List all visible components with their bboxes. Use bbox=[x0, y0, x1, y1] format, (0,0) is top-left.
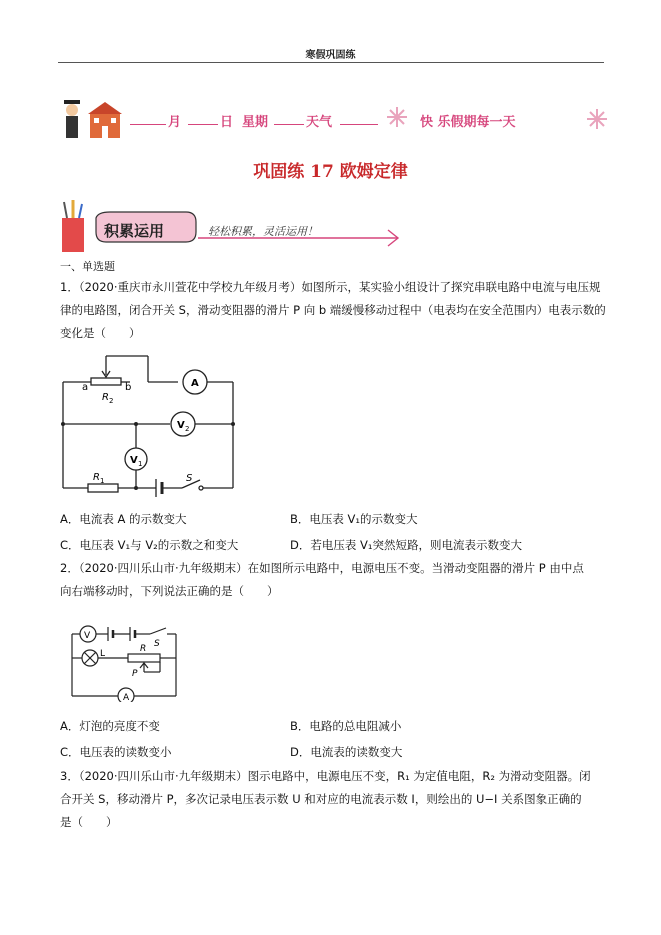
day-label: 日 bbox=[220, 115, 234, 130]
question-line: 1．（2020·重庆市永川萱花中学校九年级月考）如图所示，某实验小组设计了探究串联电路中电流与电压规 bbox=[60, 280, 601, 294]
question-line: 3．（2020·四川乐山市·九年级期末）图示电路中，电源电压不变，R₁ 为定值电阻，R₂ 为滑动变阻器。闭 bbox=[60, 769, 591, 783]
voltmeter-2-label: V bbox=[177, 420, 185, 431]
weather-label: 天气 bbox=[306, 115, 333, 130]
question-line: 合开关 S，移动滑片 P，多次记录电压表示数 U 和对应的电流表示数 I，则绘出的 U−I 关系图象正确的 bbox=[60, 792, 582, 806]
voltmeter-1-label: V bbox=[130, 455, 138, 466]
q1-option-c: C．电压表 V₁与 V₂的示数之和变大 bbox=[60, 538, 239, 552]
banner-subtitle: 轻松积累，灵活运用！ bbox=[208, 225, 318, 238]
page-header-title: 寒假巩固练 bbox=[305, 50, 356, 61]
question-line: 2．（2020·四川乐山市·九年级期末）在如图所示电路中，电源电压不变。当滑动变阻器的滑片 P 由中点 bbox=[60, 561, 584, 575]
voltmeter-label: V bbox=[84, 631, 91, 641]
circuit-diagram-2 bbox=[68, 620, 183, 702]
circuit-diagram-1 bbox=[58, 348, 248, 498]
banner-label: 积累运用 bbox=[104, 222, 165, 240]
snowflake-icon bbox=[586, 108, 608, 130]
voltmeter-1-sub: 1 bbox=[138, 460, 143, 468]
snowflake-icon bbox=[386, 106, 408, 128]
section-heading: 一、单选题 bbox=[60, 260, 115, 273]
question-line: 是（ ） bbox=[60, 815, 118, 829]
question-line: 向右端移动时，下列说法正确的是（ ） bbox=[60, 584, 279, 598]
question-2 bbox=[60, 557, 612, 603]
lamp-label: L bbox=[100, 649, 106, 659]
slider-label: P bbox=[132, 669, 138, 679]
q2-option-c: C．电压表的读数变小 bbox=[60, 745, 172, 759]
question-1 bbox=[60, 276, 612, 345]
ammeter-label: A bbox=[123, 693, 130, 702]
question-3 bbox=[60, 765, 612, 834]
switch-label: S bbox=[186, 473, 193, 484]
date-bar bbox=[58, 96, 618, 146]
slogan-text: 快 乐假期每一天 bbox=[420, 115, 516, 130]
page-title: 巩固练 17 欧姆定律 bbox=[253, 162, 408, 182]
rheostat-label: R bbox=[140, 644, 147, 654]
header-divider bbox=[58, 62, 604, 63]
question-line: 律的电路图，闭合开关 S，滑动变阻器的滑片 P 向 b 端缓慢移动过程中（电表均在安全范围内）电表示数的 bbox=[60, 303, 606, 317]
q2-option-b: B．电路的总电阻减小 bbox=[290, 719, 402, 733]
label-r2-sub: 2 bbox=[109, 397, 114, 405]
q1-option-d: D．若电压表 V₁突然短路，则电流表示数变大 bbox=[290, 538, 522, 552]
label-r1-sub: 1 bbox=[100, 477, 105, 485]
q1-option-b: B．电压表 V₁的示数变大 bbox=[290, 512, 418, 526]
switch-label: S bbox=[154, 639, 160, 649]
ammeter-label: A bbox=[191, 378, 199, 389]
month-label: 月 bbox=[168, 115, 182, 130]
label-r1: R bbox=[93, 472, 100, 483]
q2-option-d: D．电流表的读数变大 bbox=[290, 745, 403, 759]
label-r2: R bbox=[102, 392, 109, 403]
weekday-label: 星期 bbox=[242, 115, 269, 130]
question-line: 变化是（ ） bbox=[60, 326, 141, 340]
voltmeter-2-sub: 2 bbox=[185, 425, 190, 433]
q2-option-a: A．灯泡的亮度不变 bbox=[60, 719, 160, 733]
label-b: b bbox=[125, 382, 132, 393]
label-a: a bbox=[82, 382, 89, 393]
graduate-school-icon bbox=[58, 96, 128, 146]
q1-option-a: A．电流表 A 的示数变大 bbox=[60, 512, 187, 526]
